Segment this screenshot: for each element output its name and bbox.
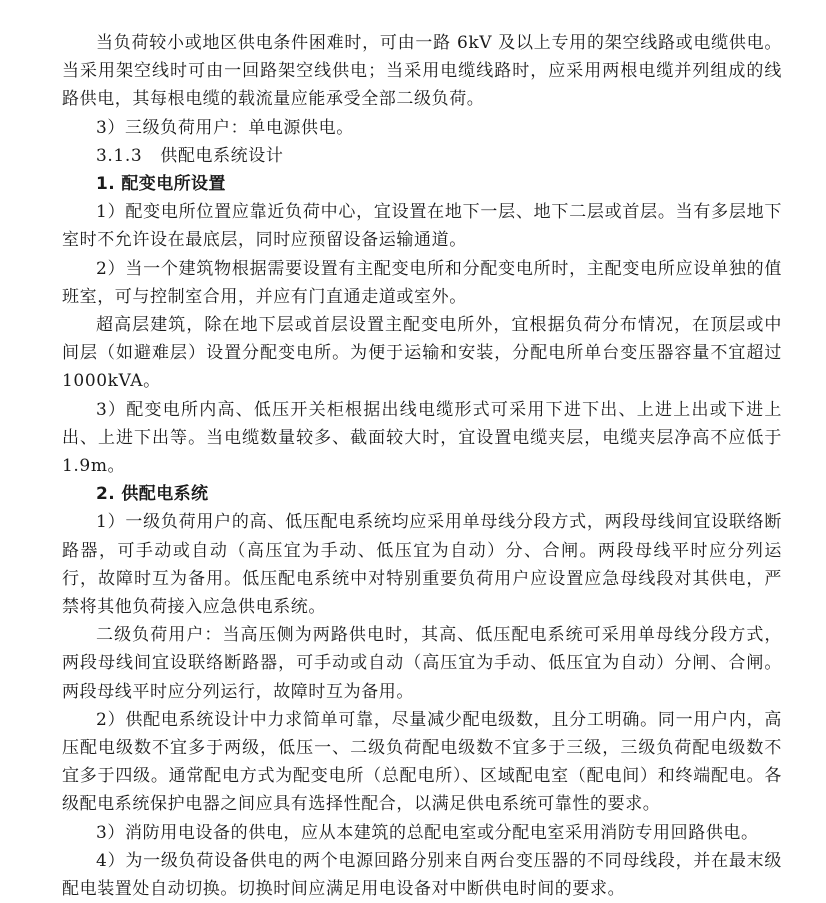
- paragraph-fire-equipment: 3）消防用电设备的供电，应从本建筑的总配电室或分配电室采用消防专用回路供电。: [96, 822, 759, 843]
- subheading-power-distribution-system: 2. 供配电系统: [96, 484, 209, 505]
- paragraph-power-supply-condition: 当负荷较小或地区供电条件困难时，可由一路 6kV 及以上专用的架空线路或电缆供电。当采用架空线时可由一回路架空线供电；当采用电缆线路时，应采用两根电缆并列组成的线路供电，其每根电缆的载流量应能承受全部二级负荷。: [62, 33, 782, 110]
- paragraph-switchgear: 3）配变电所内高、低压开关柜根据出线电缆形式可采用下进下出、上进上出或下进上出、上进下出等。当电缆数量较多、截面较大时，宜设置电缆夹层，电缆夹层净高不应低于 1.9m。: [62, 399, 782, 477]
- section-heading: [62, 142, 782, 170]
- paragraph-dual-source: 4）为一级负荷设备供电的两个电源回路分别来自两台变压器的不同母线段，并在最末级配电装置处自动切换。切换时间应满足用电设备对中断供电时间的要求。: [62, 850, 782, 900]
- paragraph-main-substation: 2）当一个建筑物根据需要设置有主配变电所和分配变电所时，主配变电所应设单独的值班室，可与控制室合用，并应有门直通走道或室外。: [62, 258, 782, 307]
- document-page: [62, 29, 782, 903]
- paragraph-second-level-load: 二级负荷用户：当高压侧为两路供电时，其高、低压配电系统可采用单母线分段方式，两段母线间宜设联络断路器，可手动或自动（高压宜为手动、低压宜为自动）分闸、合闸。两段母线平时应分列运行，故障时互为备用。: [62, 625, 782, 702]
- section-number: 3.1.3: [96, 145, 143, 166]
- subheading-substation-setup: 1. 配变电所设置: [96, 174, 226, 195]
- paragraph-distribution-design: 2）供配电系统设计中力求简单可靠，尽量减少配电级数，且分工明确。同一用户内，高压配电级数不宜多于两级，低压一、二级负荷配电级数不宜多于三级，三级负荷配电级数不宜多于四级。通常配电方式为配变电所（总配电所）、区域配电室（配电间）和终端配电。各级配电系统保护电器之间应具有选择性配合，以满足供电系统可靠性的要求。: [62, 709, 782, 815]
- paragraph-substation-location: 1）配变电所位置应靠近负荷中心，宜设置在地下一层、地下二层或首层。当有多层地下室时不允许设在最底层，同时应预留设备运输通道。: [62, 202, 782, 251]
- section-title: 供配电系统设计: [160, 145, 284, 166]
- paragraph-super-high-rise: 超高层建筑，除在地下层或首层设置主配变电所外，宜根据负荷分布情况，在顶层或中间层（如避难层）设置分配变电所。为便于运输和安装，分配电所单台变压器容量不宜超过 1000kVA。: [62, 315, 782, 392]
- paragraph-third-level-load: 3）三级负荷用户：单电源供电。: [96, 117, 354, 138]
- paragraph-first-level-load: 1）一级负荷用户的高、低压配电系统均应采用单母线分段方式，两段母线间宜设联络断路器，可手动或自动（高压宜为手动、低压宜为自动）分、合闸。两段母线平时应分列运行，故障时互为备用。低压配电系统中对特别重要负荷用户应设置应急母线段对其供电，严禁将其他负荷接入应急供电系统。: [62, 512, 782, 618]
